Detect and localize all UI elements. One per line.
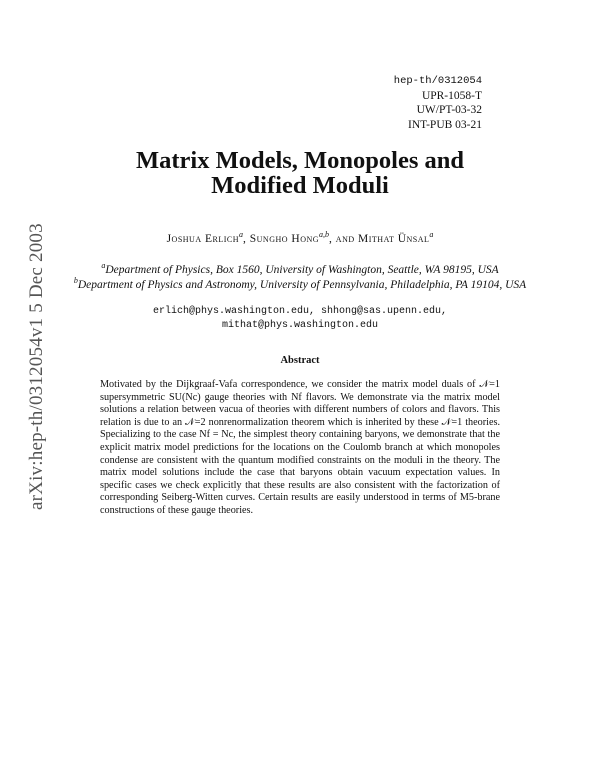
abstract-heading: Abstract xyxy=(280,355,320,366)
author-separator: , and xyxy=(329,232,359,245)
author-name: Sungho Hong xyxy=(249,232,320,245)
author-name: Joshua Erlich xyxy=(166,232,239,245)
paper-title xyxy=(0,148,600,198)
affiliation-b xyxy=(70,273,530,293)
email-line: mithat@phys.washington.edu xyxy=(221,320,379,331)
author-list xyxy=(0,230,600,245)
affil-mark: b xyxy=(73,276,78,285)
report-number: UPR-1058-T xyxy=(421,89,482,102)
email-line: erlich@phys.washington.edu, shhong@sas.upenn.edu, xyxy=(152,306,448,317)
title-line: Matrix Models, Monopoles and xyxy=(135,147,465,174)
email-block xyxy=(0,305,600,333)
arxiv-stamp: arXiv:hep-th/0312054v1 5 Dec 2003 xyxy=(26,223,47,510)
abstract-body: Motivated by the Dijkgraaf-Vafa correspondence, we consider the matrix model duals of 𝒩=1 supersymmetric SU(Nc) gauge theories with Nf flavors. We demonstrate via the matrix model solutions a relation between vacua of theories with different numbers of colors and flavors. This relation is due to an 𝒩=2 nonrenormalization theorem which is inherited by these 𝒩=1 theories. Specializing to the case Nf = Nc, the simplest theory containing baryons, we demonstrate that the explicit matrix model predictions for the locations on the Coulomb branch at which monopoles condense are consistent with the quantum modified constraints on the moduli in the theory. The matrix model solutions include the case that baryons obtain vacuum expectation values. In specific cases we check explicitly that these results are also consistent with the factorization of corresponding Seiberg-Witten curves. Certain results are easily understood in terms of M5-brane constructions of these gauge theories. xyxy=(100,379,500,516)
title-line: Modified Moduli xyxy=(211,172,389,199)
author-affil-mark: a,b xyxy=(319,230,330,239)
author-separator: , xyxy=(243,232,250,245)
author-affil-mark: a xyxy=(239,230,243,239)
report-number: hep-th/0312054 xyxy=(393,75,482,87)
report-number: UW/PT-03-32 xyxy=(416,104,482,116)
affil-text: Department of Physics, Box 1560, University of Washington, Seattle, WA 98195, USA xyxy=(105,263,499,276)
affil-mark: a xyxy=(101,261,106,270)
report-number: INT-PUB 03-21 xyxy=(407,118,482,131)
report-numbers xyxy=(394,74,482,132)
author-affil-mark: a xyxy=(429,230,434,239)
affil-text: Department of Physics and Astronomy, University of Pennsylvania, Philadelphia, PA 19104, USA xyxy=(77,278,527,291)
author-name: Mithat Ünsal xyxy=(358,232,430,245)
